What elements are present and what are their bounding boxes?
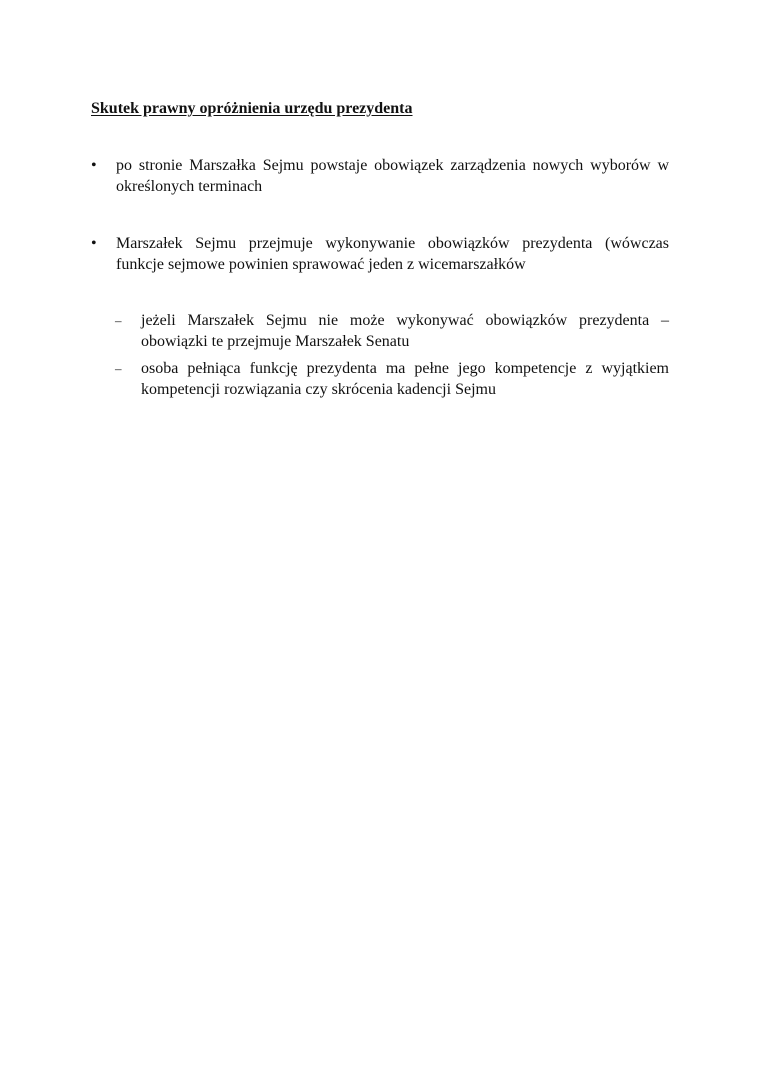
bullet-text: po stronie Marszałka Sejmu powstaje obowiązek zarządzenia nowych wyborów w określonych terminach	[116, 157, 669, 195]
sub-list-text: jeżeli Marszałek Sejmu nie może wykonywać obowiązków prezydenta – obowiązki te przejmuje Marszałek Senatu	[141, 312, 669, 350]
bullet-marker: •	[91, 157, 97, 174]
bullet-item	[91, 233, 669, 275]
sub-list-item	[115, 310, 669, 352]
bullet-marker: •	[91, 235, 97, 252]
dash-marker: –	[115, 313, 122, 328]
bullet-text: Marszałek Sejmu przejmuje wykonywanie obowiązków prezydenta (wówczas funkcje sejmowe powinien sprawować jeden z wicemarszałków	[116, 235, 669, 273]
sub-list-item	[115, 358, 669, 400]
sub-list-text: osoba pełniąca funkcję prezydenta ma pełne jego kompetencje z wyjątkiem kompetencji rozwiązania czy skrócenia kadencji Sejmu	[141, 360, 669, 398]
document-title: Skutek prawny opróżnienia urzędu prezydenta	[91, 100, 413, 117]
bullet-item	[91, 155, 669, 197]
dash-marker: –	[115, 361, 122, 376]
